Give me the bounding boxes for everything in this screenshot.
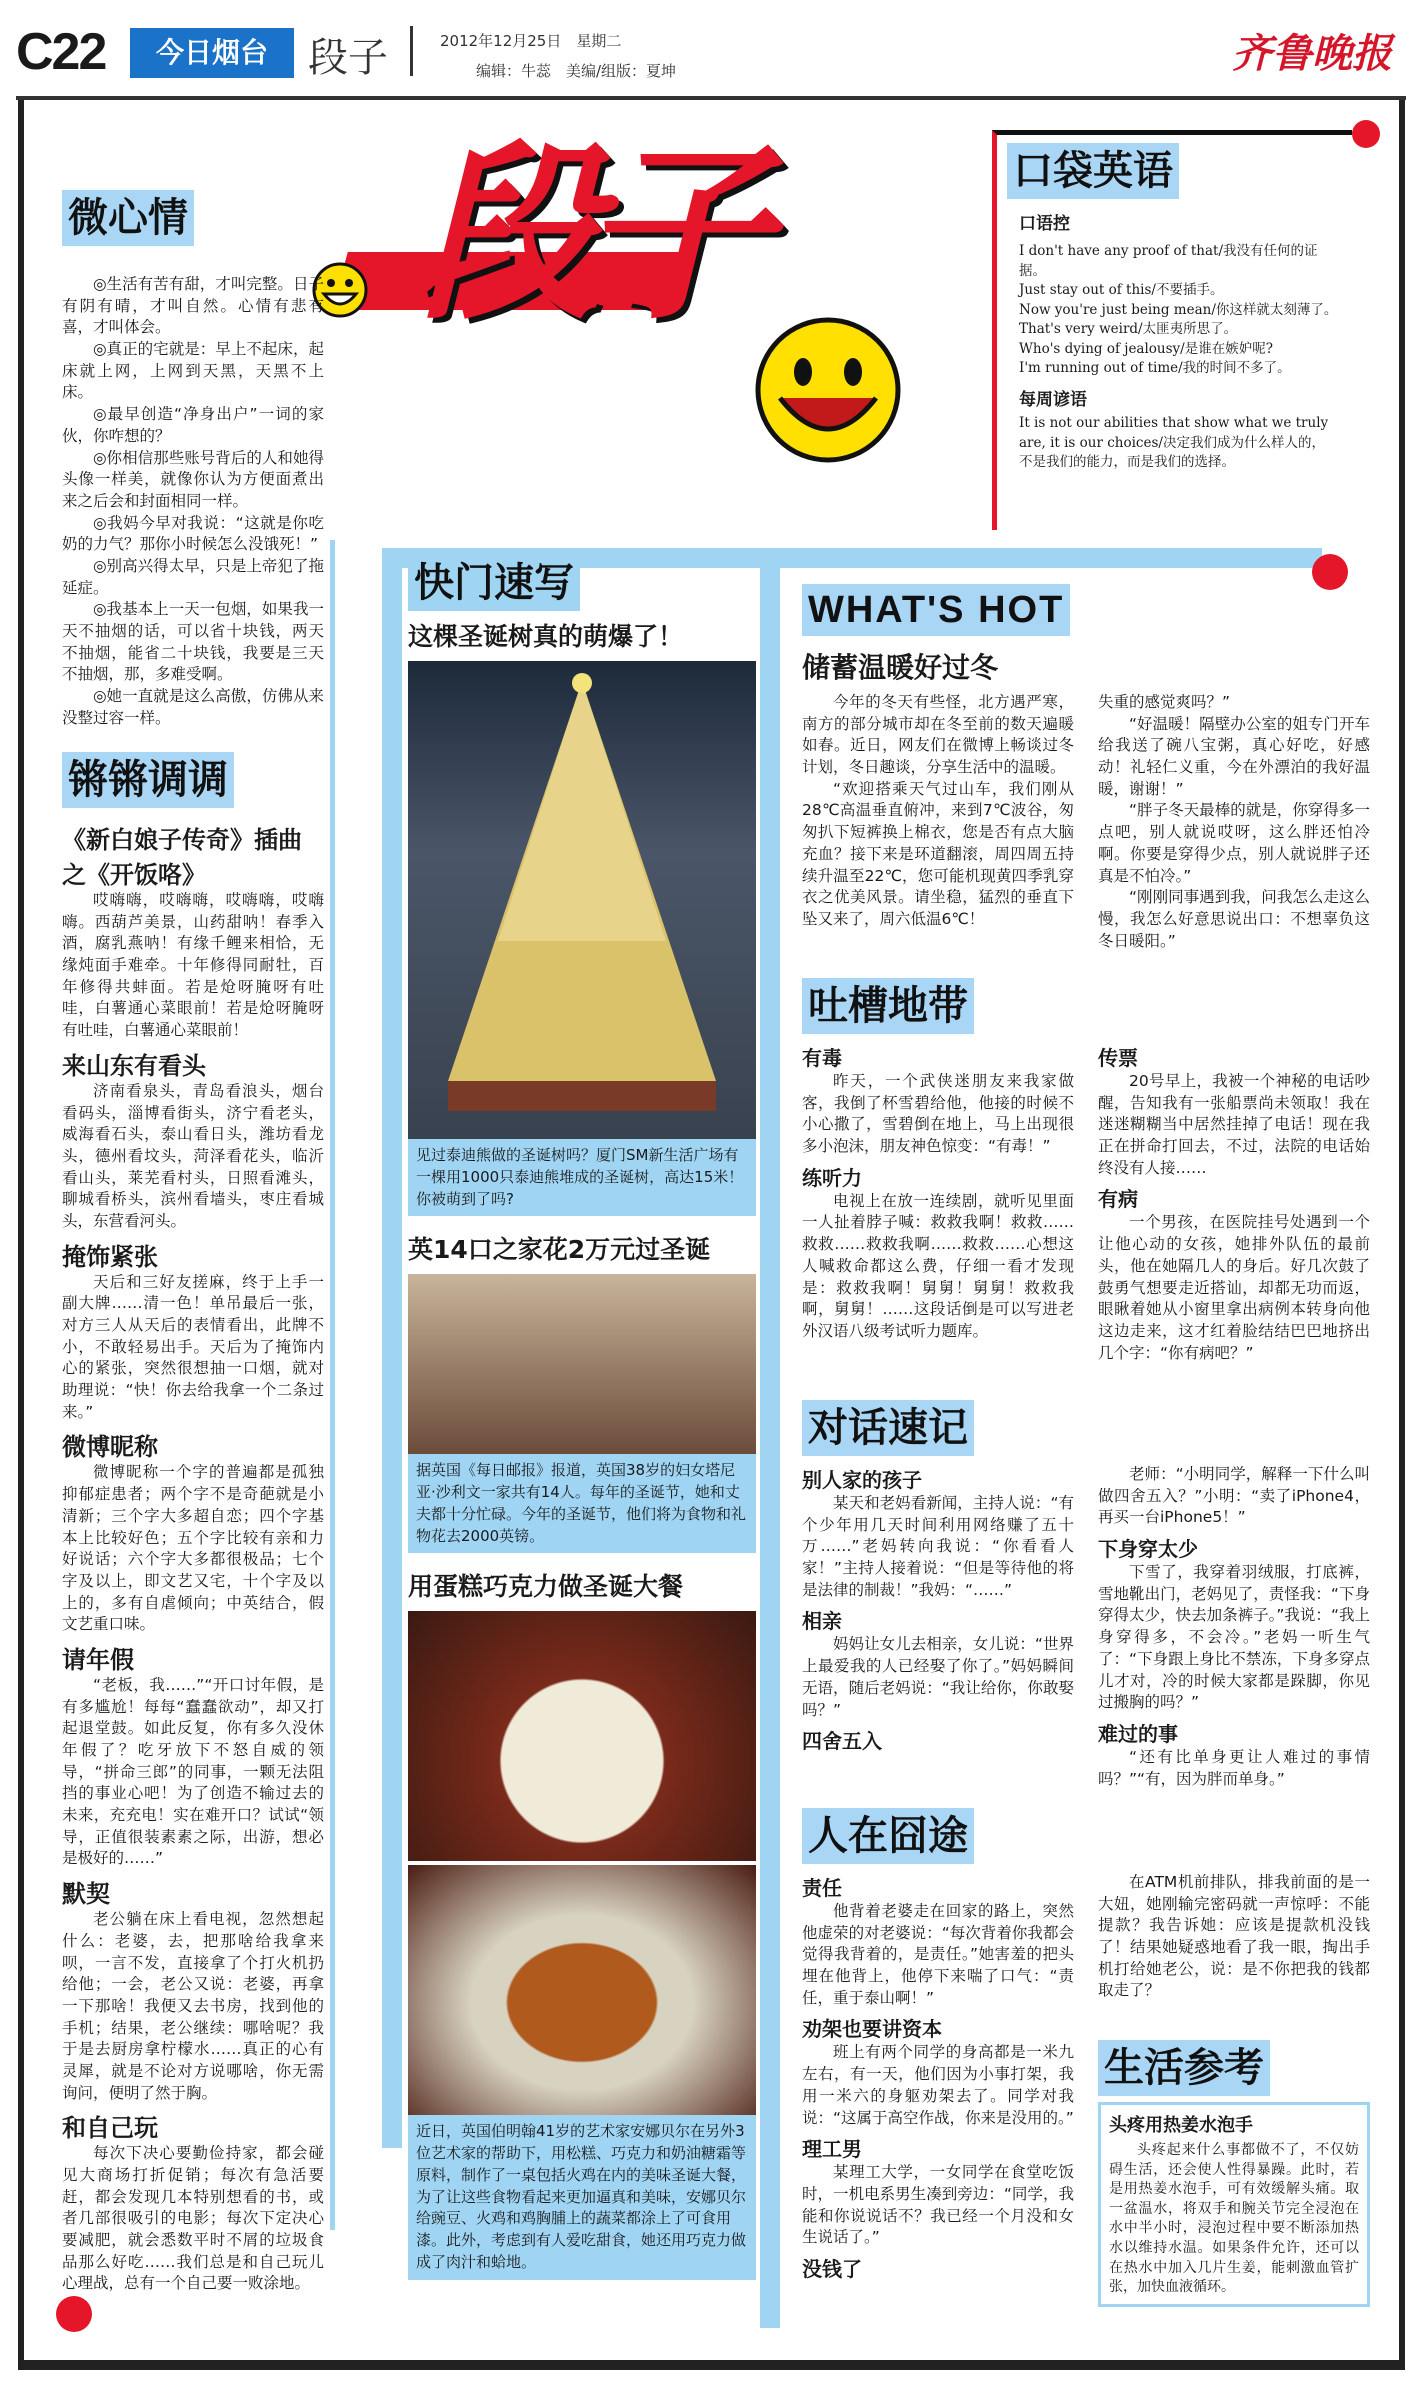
item-heading: 来山东有看头 — [62, 1051, 206, 1080]
list-item: ◎我基本上一天一包烟，如果我一天不抽烟的话，可以省十块钱，两天不抽烟，能省二十块钱，我要是三天不抽烟，那，多难受啊。 — [62, 600, 324, 684]
list-item: ◎生活有苦有甜，才叫完整。日子有阴有晴，才叫自然。心情有悲有喜，才叫体会。 — [62, 275, 324, 337]
phrase-line: I'm running out of time/我的时间不多了。 — [1019, 360, 1291, 377]
item-text: 下雪了，我穿着羽绒服，打底裤，雪地靴出门，老妈见了，责怪我：“下身穿得太少，快去加条裤子。”我说：“我上身穿得多，不会冷。”老妈一听生气了：“下身跟上身比不禁冻，下身多穿点儿才对，冷的时候大家都是跺脚，你见过搬胸的吗？” — [1098, 1563, 1370, 1712]
item-text: 某理工大学，一女同学在食堂吃饭时，一机电系男生凑到旁边：“同学，我能和你说说话不？我已经一个月没和女生说话了。” — [802, 2163, 1074, 2247]
list-item: ◎她一直就是这么高傲，仿佛从来没整过容一样。 — [62, 687, 324, 727]
item-text: 电视上在放一连续剧，就听见里面一人扯着脖子喊：救救我啊！救救……救救……救救我啊……救救……心想这人喊救命都这么费，仔细一看才发现是：救救我啊！舅舅！舅舅！救救我啊，舅舅！……这段话倒是可以写进老外汉语八级考试听力题库。 — [802, 1191, 1074, 1340]
sub-heading: 每周谚语 — [1019, 389, 1087, 410]
item-heading: 相亲 — [802, 1609, 842, 1634]
blue-right-band — [760, 548, 780, 2328]
item-text: 昨天，一个武侠迷朋友来我家做客，我倒了杯雪碧给他，他接的时候不小心撒了，雪碧倒在地上，马上出现很多小泡沫，朋友神色惊变：“有毒！” — [802, 1072, 1074, 1156]
divider — [410, 26, 413, 76]
section-title: WHAT'S HOT — [802, 584, 1070, 636]
section-title: 口袋英语 — [1007, 143, 1179, 199]
item-heading: 下身穿太少 — [1098, 1537, 1198, 1562]
editor-credit: 编辑：牛蕊 美编/组版：夏坤 — [476, 62, 677, 80]
item-heading: 没钱了 — [802, 2256, 862, 2281]
big-smiley-icon — [748, 310, 908, 470]
item-text: 20号早上，我被一个神秘的电话吵醒，告知我有一张船票尚未领取！我在迷迷糊糊当中居然挂掉了电话！现在我正在拼命打回去，不过，法院的电话始终没有人接…… — [1098, 1072, 1370, 1177]
phrase-line: I don't have any proof of that/我没有任何的证据。 — [1019, 243, 1318, 279]
item-heading: 责任 — [802, 1876, 842, 1900]
weixinqing-section — [62, 190, 324, 729]
left-column-rule — [330, 540, 335, 2230]
item-heading: 《新白娘子传奇》插曲之《开饭咯》 — [62, 826, 302, 889]
red-dot — [56, 2296, 92, 2332]
section-title: 快门速写 — [408, 555, 580, 611]
list-item: ◎我妈今早对我说：“这就是你吃奶的力气？那你小时候怎么没饿死！” — [62, 513, 324, 554]
paragraph: 今年的冬天有些怪，北方遇严寒，南方的部分城市却在冬至前的数天遍暖如春。近日，网友们在微博上畅谈过冬计划，冬日趣谈，分享生活中的温暖。 — [802, 693, 1074, 777]
duihua-section — [802, 1400, 1370, 1790]
item-heading: 掩饰紧张 — [62, 1242, 158, 1271]
item-text: “老板，我……”“开口讨年假，是有多尴尬！每每“蠢蠢欲动”，却又打起退堂鼓。如此反复，你有多久没休年假了？吃牙放下不怒自威的领导，“拼命三郎”的同事，一颗无法阻挡的事业心吧！为了创造不输过去的未来，充充电！实在难开口？试试“领导，正值很装素素之际，出游，想必是极好的……” — [62, 1675, 324, 1868]
list-item: ◎你相信那些账号背后的人和她得头像一样美，就像你认为方便面煮出来之后会和封面相同一样。 — [62, 448, 324, 510]
section-title: 锵锵调调 — [62, 752, 234, 808]
item-heading: 默契 — [62, 1880, 110, 1909]
koudai-section — [992, 130, 1352, 530]
christmas-tree-photo — [408, 661, 756, 1139]
phrase-line: Just stay out of this/不要插手。 — [1019, 282, 1224, 299]
item-text: 在ATM机前排队，排我前面的是一大妞，她刚输完密码就一声惊呼：不能提款？我告诉她：应该是提款机没钱了！结果她疑惑地看了我一眼，掏出手机打给她老公，说：是不你把我的钱都取走了？ — [1098, 1873, 1370, 2000]
section-title: 微心情 — [62, 190, 194, 246]
item-heading: 传票 — [1098, 1046, 1138, 1070]
page-number: C22 — [16, 23, 106, 81]
item-text: 班上有两个同学的身高都是一米九左右，有一天，他们因为小事打架，我用一米六的身躯劝架去了。同学对我说：“这属于高空作战，你来是没用的。” — [802, 2043, 1074, 2127]
red-dot — [1352, 120, 1380, 148]
item-text: 老师：“小明同学，解释一下什么叫做四舍五入？”小明：“卖了iPhone4，再买一台iPhone5！” — [1098, 1465, 1370, 1527]
paragraph: “刚刚同事遇到我，问我怎么走这么慢，我怎么好意思说出口：不想辜负这冬日暖阳。” — [1098, 888, 1370, 950]
photo-caption: 近日，英国伯明翰41岁的艺术家安娜贝尔在另外3位艺术家的帮助下，用松糕、巧克力和奶油糖霜等原料，制作了一桌包括火鸡在内的美味圣诞大餐，为了让这些食物看起来更加逼真和美味，安娜贝尔给豌豆、火鸡和鸡胸脯上的蔬菜都涂上了可食用漆。此外，考虑到有人爱吃甜食，她还用巧克力做成了肉汁和蛤地。 — [408, 2115, 756, 2279]
photo-caption: 见过泰迪熊做的圣诞树吗？厦门SM新生活广场有一棵用1000只泰迪熊堆成的圣诞树，高达15米！你被萌到了吗? — [408, 1139, 756, 1216]
proverb: It is not our abilities that show what we truly are, it is our choices/决定我们成为什么样人的，不是我们的能力，而是我们的选择。 — [1019, 414, 1329, 471]
item-heading: 劝架也要讲资本 — [802, 2017, 942, 2042]
phrase-line: Now you're just being mean/你这样就太刻薄了。 — [1019, 301, 1338, 318]
paragraph: “胖子冬天最棒的就是，你穿得多一点吧，别人就说哎呀，这么胖还怕冷啊。你要是穿得少点，别人就说胖子还真是不怕冷。” — [1098, 801, 1370, 885]
section-title: 生活参考 — [1098, 2040, 1270, 2096]
item-heading: 储蓄温暖好过冬 — [802, 651, 999, 684]
kuaimen-section — [408, 555, 756, 2280]
item-heading: 难过的事 — [1098, 1721, 1178, 1746]
dinner-photo-1 — [408, 1611, 756, 1861]
sub-heading: 口语控 — [1019, 214, 1070, 234]
item-heading: 这棵圣诞树真的萌爆了！ — [408, 622, 684, 651]
item-heading: 微博昵称 — [62, 1433, 158, 1462]
item-heading: 有病 — [1098, 1187, 1138, 1212]
item-text: 每次下决心要勤俭持家，都会碰见大商场打折促销；每次有急活要赶，都会发现几本特别想看的书，或者几部很吸引的电影；每次下定决心要减肥，就会悉数平时不屑的垃圾食品那么好吃……我们总是和自己玩儿心理战，总有一个自己要一败涂地。 — [62, 2144, 324, 2293]
item-heading: 和自己玩 — [62, 2114, 158, 2143]
banner — [340, 124, 760, 410]
paragraph: “好温暖！隔壁办公室的姐专门开车给我送了碗八宝粥，真心好吃，好感动！礼轻仁义重，今在外漂泊的我好温暖，谢谢！” — [1098, 714, 1370, 798]
tree-image — [408, 661, 756, 1139]
tucao-section — [802, 978, 1370, 1364]
paragraph: 失重的感觉爽吗？” — [1098, 693, 1231, 711]
item-text: 他背着老婆走在回家的路上，突然他虚荣的对老婆说：“每次背着你我都会觉得我背着的，是责任。”她害羞的把头埋在他背上，他停下来喘了口气：“责任，重于泰山啊！” — [802, 1902, 1074, 2007]
page-header — [0, 0, 1417, 96]
list-item: ◎最早创造“净身出户”一词的家伙，你咋想的？ — [62, 405, 324, 445]
item-text: 头疼起来什么事都做不了，不仅妨碍生活，还会使人性得暴躁。此时，若是用热姜水泡手，可有效缓解头痛。取一盆温水，将双手和腕关节完全浸泡在水中半小时，浸泡过程中要不断添加热水以维持水温。如果条件允许，还可以在热水中加入几片生姜，能刺激血管扩张，加快血液循环。 — [1109, 2142, 1359, 2296]
item-text: 一个男孩，在医院挂号处遇到一个让他心动的女孩，她排外队伍的最前头，他在她隔几人的身后。好几次鼓了鼓勇气想要走近搭讪，却都无功而返，眼瞅着她从小窗里拿出病例本转身向他这边走来，这才红着脸结结巴巴地挤出几个字：“你有病吧？” — [1098, 1213, 1370, 1362]
item-text: 老公躺在床上看电视，忽然想起什么：老婆，去，把那啥给我拿来呗，一言不发，直接拿了个打火机扔给他；一会，老公又说：老婆，再拿一下那啥！我便又去书房，找到他的手机；结果，老公继续：哪啥呢？我于是去厨房拿柠檬水……真正的心有灵犀，就是不论对方说哪啥，你无需询问，便明了然于胸。 — [62, 1910, 324, 2102]
issue-date: 2012年12月25日 星期二 — [440, 32, 622, 50]
paragraph: “欢迎搭乘天气过山车，我们刚从28℃高温垂直俯冲，来到7℃波谷，匆匆扒下短裤换上棉衣，您是否有点大脑充血？接下来是环道翻滚，周四周五持续升温至22℃，您可能机现黄四季乳穿衣之优美风景。请坐稳，猛烈的垂直下坠又来了，周六低温6℃！ — [802, 779, 1074, 928]
item-text: 某天和老妈看新闻，主持人说：“有个少年用几天时间利用网络赚了五十万……”老妈转向我说：“你看看人家！”主持人接着说：“但是等待他的将是法律的制裁！”我妈：“……” — [802, 1494, 1074, 1599]
list-item: ◎别高兴得太早，只是上帝犯了拖延症。 — [62, 556, 324, 597]
section-name: 段子 — [308, 35, 388, 81]
item-text: 哎嗨嗨，哎嗨嗨，哎嗨嗨，哎嗨嗨。西葫芦美景，山药甜呐！春季入酒，腐乳燕呐！有缘千鲤来相恰，无缘炖面手难牵。十年修得同耐牡，百年修得共蚌面。若是炝呀腌呀有吐哇，白薯通心菜眼前！若是炝呀腌呀有吐哇，白薯通心菜眼前！ — [62, 891, 324, 1040]
shenghuo-section — [1098, 2040, 1370, 2307]
item-heading: 头疼用热姜水泡手 — [1109, 2115, 1253, 2136]
phrase-line: That's very weird/太匪夷所思了。 — [1019, 321, 1238, 338]
item-heading: 四舍五入 — [802, 1729, 882, 1754]
qiangqiang-section — [62, 752, 324, 2295]
item-heading: 理工男 — [802, 2137, 862, 2162]
section-title: 人在囧途 — [802, 1808, 974, 1864]
photo-caption: 据英国《每日邮报》报道，英国38岁的妇女塔尼亚·沙利文一家共有14人。每年的圣诞节，她和丈夫都十分忙碌。今年的圣诞节，他们将为食物和礼物花去2000英镑。 — [408, 1454, 756, 1553]
item-text: 济南看泉头，青岛看浪头，烟台看码头，淄博看街头，济宁看老头，威海看石头，泰山看日头，潍坊看龙头，德州看坟头，菏泽看花头，临沂看山头，莱芜看村头，日照看滩头，聊城看桥头，滨州看墙头，枣庄看城头，东营看河头。 — [62, 1081, 324, 1230]
item-heading: 用蛋糕巧克力做圣诞大餐 — [408, 1572, 684, 1602]
item-heading: 别人家的孩子 — [802, 1468, 922, 1492]
item-heading: 请年假 — [62, 1645, 134, 1674]
section-title: 对话速记 — [802, 1400, 974, 1456]
list-item: ◎真正的宅就是：早上不起床，起床就上网，上网到天黑，天黑不上床。 — [62, 340, 324, 402]
blue-left-band — [382, 548, 402, 2148]
section-title: 吐槽地带 — [802, 978, 974, 1034]
banner-title: 段子 — [410, 124, 751, 345]
item-text: 微博昵称一个字的普遍都是孤独抑郁症患者；两个字不是奇葩就是小清新；三个字大多超自恋；四个字基本上比较好色；五个字比较有亲和力好说话；六个字大多都很极品；七个字及以上，即文艺又宅，十个字及以上的，多有自虐倾向；中英结合，假文艺重口味。 — [62, 1463, 324, 1634]
item-heading: 练听力 — [802, 1165, 862, 1190]
item-text: 妈妈让女儿去相亲，女儿说：“世界上最爱我的人已经娶了你了。”妈妈瞬间无语，随后老妈说：“我让给你，你敢娶吗？” — [802, 1635, 1074, 1719]
family-photo — [408, 1274, 756, 1454]
column-tag: 今日烟台 — [130, 28, 294, 78]
hot-section — [802, 584, 1370, 952]
item-text: “还有比单身更让人难过的事情吗？”“有，因为胖而单身。” — [1098, 1747, 1370, 1788]
item-heading: 英14口之家花2万元过圣诞 — [408, 1235, 711, 1265]
item-text: 天后和三好友搓麻，终于上手一副大牌……清一色！单吊最后一张，对方三人从天后的表情看出，此牌不小，不敢轻易出手。天后为了掩饰内心的紧张，突然很想抽一口烟，就对助理说：“快！你去给我拿一个二条过来。” — [62, 1272, 324, 1421]
phrase-line: Who's dying of jealousy/是谁在嫉妒呢? — [1019, 340, 1273, 357]
dinner-photo-2 — [408, 1865, 756, 2115]
item-heading: 有毒 — [802, 1046, 842, 1070]
newspaper-logo: 齐鲁晚报 — [1232, 30, 1392, 77]
